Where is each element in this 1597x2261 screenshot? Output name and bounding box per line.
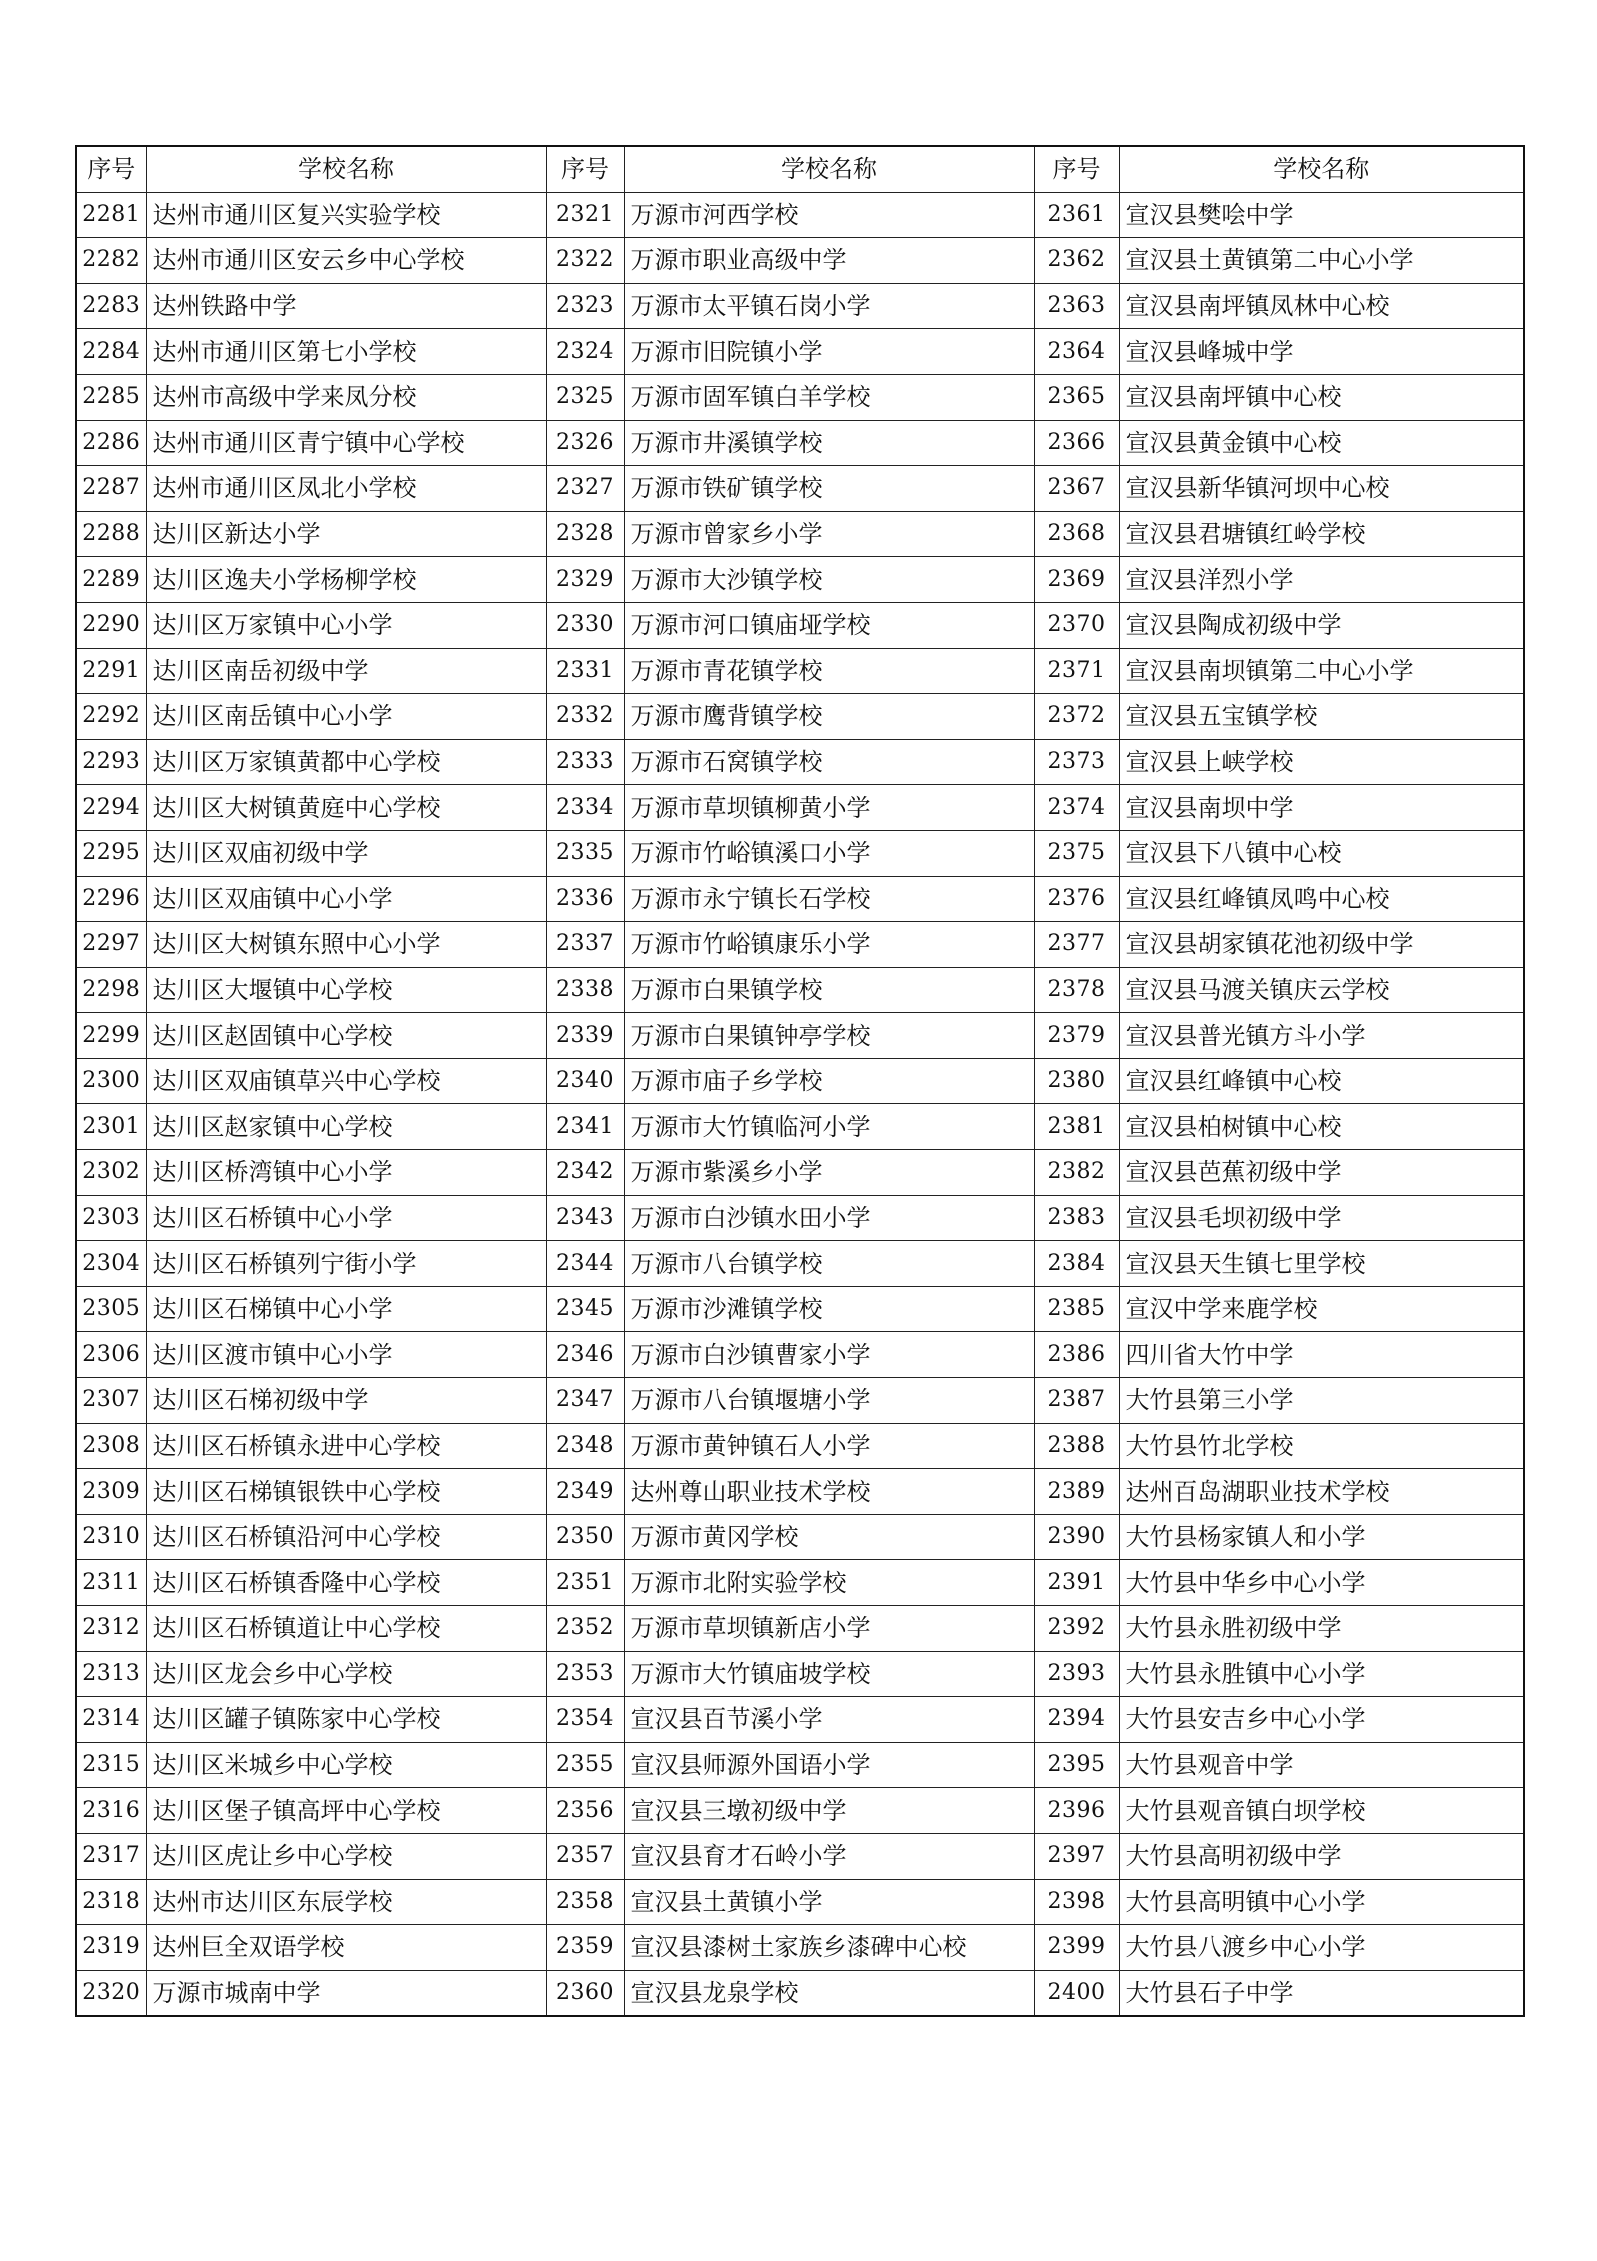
serial-number-cell: 2286 <box>76 420 146 466</box>
school-name-cell: 万源市青花镇学校 <box>624 648 1034 694</box>
school-name-cell: 万源市八台镇堰塘小学 <box>624 1378 1034 1424</box>
serial-number-cell: 2342 <box>546 1150 624 1196</box>
serial-number-cell: 2337 <box>546 922 624 968</box>
school-name-cell: 宣汉县南坝镇第二中心小学 <box>1119 648 1524 694</box>
school-name-cell: 大竹县竹北学校 <box>1119 1423 1524 1469</box>
table-row <box>76 511 1524 557</box>
school-name-cell: 达川区石梯初级中学 <box>146 1378 546 1424</box>
school-name-cell: 达州市通川区青宁镇中心学校 <box>146 420 546 466</box>
serial-number-cell: 2281 <box>76 192 146 238</box>
header-school-name: 学校名称 <box>624 146 1034 192</box>
school-name-cell: 宣汉县南坝中学 <box>1119 785 1524 831</box>
school-name-cell: 达川区桥湾镇中心小学 <box>146 1150 546 1196</box>
serial-number-cell: 2289 <box>76 557 146 603</box>
serial-number-cell: 2326 <box>546 420 624 466</box>
school-name-cell: 万源市沙滩镇学校 <box>624 1286 1034 1332</box>
table-row <box>76 420 1524 466</box>
serial-number-cell: 2339 <box>546 1013 624 1059</box>
school-name-cell: 达川区南岳初级中学 <box>146 648 546 694</box>
serial-number-cell: 2327 <box>546 466 624 512</box>
school-name-cell: 万源市草坝镇柳黄小学 <box>624 785 1034 831</box>
school-name-cell: 达州市通川区第七小学校 <box>146 329 546 375</box>
school-name-cell: 大竹县观音中学 <box>1119 1742 1524 1788</box>
school-name-cell: 宣汉县土黄镇小学 <box>624 1879 1034 1925</box>
school-name-cell: 宣汉县师源外国语小学 <box>624 1742 1034 1788</box>
school-name-cell: 达州市通川区凤北小学校 <box>146 466 546 512</box>
serial-number-cell: 2310 <box>76 1514 146 1560</box>
school-name-cell: 宣汉县土黄镇第二中心小学 <box>1119 238 1524 284</box>
school-name-cell: 大竹县永胜初级中学 <box>1119 1606 1524 1652</box>
table-row <box>76 876 1524 922</box>
school-name-cell: 万源市鹰背镇学校 <box>624 694 1034 740</box>
serial-number-cell: 2324 <box>546 329 624 375</box>
school-name-cell: 宣汉县黄金镇中心校 <box>1119 420 1524 466</box>
school-name-cell: 万源市固军镇白羊学校 <box>624 374 1034 420</box>
school-name-cell: 宣汉县马渡关镇庆云学校 <box>1119 967 1524 1013</box>
school-name-cell: 达州百岛湖职业技术学校 <box>1119 1469 1524 1515</box>
table-row <box>76 922 1524 968</box>
school-name-cell: 达川区万家镇黄都中心学校 <box>146 739 546 785</box>
serial-number-cell: 2341 <box>546 1104 624 1150</box>
serial-number-cell: 2365 <box>1034 374 1119 420</box>
school-name-cell: 宣汉县陶成初级中学 <box>1119 602 1524 648</box>
serial-number-cell: 2361 <box>1034 192 1119 238</box>
serial-number-cell: 2305 <box>76 1286 146 1332</box>
school-name-cell: 达川区石梯镇银铁中心学校 <box>146 1469 546 1515</box>
serial-number-cell: 2332 <box>546 694 624 740</box>
school-name-cell: 达川区双庙镇草兴中心学校 <box>146 1058 546 1104</box>
school-name-cell: 宣汉县红峰镇凤鸣中心校 <box>1119 876 1524 922</box>
table-row <box>76 1833 1524 1879</box>
serial-number-cell: 2384 <box>1034 1241 1119 1287</box>
serial-number-cell: 2383 <box>1034 1195 1119 1241</box>
school-name-cell: 大竹县八渡乡中心小学 <box>1119 1925 1524 1971</box>
school-name-cell: 万源市紫溪乡小学 <box>624 1150 1034 1196</box>
school-name-cell: 大竹县杨家镇人和小学 <box>1119 1514 1524 1560</box>
school-name-cell: 达川区双庙镇中心小学 <box>146 876 546 922</box>
serial-number-cell: 2349 <box>546 1469 624 1515</box>
table-header-row <box>76 146 1524 192</box>
serial-number-cell: 2304 <box>76 1241 146 1287</box>
school-name-cell: 达川区石桥镇香隆中心学校 <box>146 1560 546 1606</box>
school-name-cell: 大竹县第三小学 <box>1119 1378 1524 1424</box>
school-name-cell: 万源市竹峪镇康乐小学 <box>624 922 1034 968</box>
serial-number-cell: 2389 <box>1034 1469 1119 1515</box>
school-name-cell: 宣汉县君塘镇红岭学校 <box>1119 511 1524 557</box>
school-name-cell: 四川省大竹中学 <box>1119 1332 1524 1378</box>
serial-number-cell: 2385 <box>1034 1286 1119 1332</box>
serial-number-cell: 2288 <box>76 511 146 557</box>
school-name-cell: 宣汉县百节溪小学 <box>624 1697 1034 1743</box>
serial-number-cell: 2294 <box>76 785 146 831</box>
serial-number-cell: 2321 <box>546 192 624 238</box>
serial-number-cell: 2301 <box>76 1104 146 1150</box>
school-name-cell: 大竹县石子中学 <box>1119 1970 1524 2016</box>
school-name-cell: 万源市职业高级中学 <box>624 238 1034 284</box>
table-row <box>76 374 1524 420</box>
school-name-cell: 宣汉县育才石岭小学 <box>624 1833 1034 1879</box>
serial-number-cell: 2375 <box>1034 830 1119 876</box>
table-row <box>76 1378 1524 1424</box>
table-row <box>76 1058 1524 1104</box>
school-name-cell: 宣汉县柏树镇中心校 <box>1119 1104 1524 1150</box>
school-name-cell: 达川区万家镇中心小学 <box>146 602 546 648</box>
serial-number-cell: 2319 <box>76 1925 146 1971</box>
serial-number-cell: 2391 <box>1034 1560 1119 1606</box>
serial-number-cell: 2330 <box>546 602 624 648</box>
serial-number-cell: 2282 <box>76 238 146 284</box>
serial-number-cell: 2338 <box>546 967 624 1013</box>
table-row <box>76 1104 1524 1150</box>
serial-number-cell: 2353 <box>546 1651 624 1697</box>
table-row <box>76 1560 1524 1606</box>
school-name-cell: 达州铁路中学 <box>146 283 546 329</box>
serial-number-cell: 2303 <box>76 1195 146 1241</box>
serial-number-cell: 2343 <box>546 1195 624 1241</box>
school-name-cell: 宣汉县五宝镇学校 <box>1119 694 1524 740</box>
table-row <box>76 739 1524 785</box>
school-name-cell: 大竹县安吉乡中心小学 <box>1119 1697 1524 1743</box>
serial-number-cell: 2285 <box>76 374 146 420</box>
school-name-cell: 达川区双庙初级中学 <box>146 830 546 876</box>
serial-number-cell: 2351 <box>546 1560 624 1606</box>
serial-number-cell: 2352 <box>546 1606 624 1652</box>
school-name-cell: 宣汉县漆树土家族乡漆碑中心校 <box>624 1925 1034 1971</box>
serial-number-cell: 2394 <box>1034 1697 1119 1743</box>
serial-number-cell: 2292 <box>76 694 146 740</box>
serial-number-cell: 2369 <box>1034 557 1119 603</box>
table-row <box>76 1651 1524 1697</box>
school-name-cell: 宣汉县胡家镇花池初级中学 <box>1119 922 1524 968</box>
school-name-cell: 宣汉县三墩初级中学 <box>624 1788 1034 1834</box>
school-name-cell: 宣汉县下八镇中心校 <box>1119 830 1524 876</box>
school-name-cell: 达川区石桥镇沿河中心学校 <box>146 1514 546 1560</box>
school-name-cell: 万源市石窝镇学校 <box>624 739 1034 785</box>
serial-number-cell: 2399 <box>1034 1925 1119 1971</box>
serial-number-cell: 2386 <box>1034 1332 1119 1378</box>
school-name-cell: 宣汉县天生镇七里学校 <box>1119 1241 1524 1287</box>
table-row <box>76 557 1524 603</box>
serial-number-cell: 2340 <box>546 1058 624 1104</box>
school-name-cell: 宣汉县洋烈小学 <box>1119 557 1524 603</box>
school-name-cell: 达川区大堰镇中心学校 <box>146 967 546 1013</box>
table-row <box>76 1514 1524 1560</box>
header-serial-number: 序号 <box>546 146 624 192</box>
school-name-cell: 达川区米城乡中心学校 <box>146 1742 546 1788</box>
serial-number-cell: 2390 <box>1034 1514 1119 1560</box>
serial-number-cell: 2290 <box>76 602 146 648</box>
serial-number-cell: 2360 <box>546 1970 624 2016</box>
school-name-cell: 万源市曾家乡小学 <box>624 511 1034 557</box>
serial-number-cell: 2348 <box>546 1423 624 1469</box>
serial-number-cell: 2387 <box>1034 1378 1119 1424</box>
serial-number-cell: 2368 <box>1034 511 1119 557</box>
header-school-name: 学校名称 <box>1119 146 1524 192</box>
table-row <box>76 648 1524 694</box>
school-name-cell: 万源市竹峪镇溪口小学 <box>624 830 1034 876</box>
serial-number-cell: 2323 <box>546 283 624 329</box>
serial-number-cell: 2377 <box>1034 922 1119 968</box>
serial-number-cell: 2293 <box>76 739 146 785</box>
table-row <box>76 1697 1524 1743</box>
serial-number-cell: 2376 <box>1034 876 1119 922</box>
serial-number-cell: 2397 <box>1034 1833 1119 1879</box>
serial-number-cell: 2396 <box>1034 1788 1119 1834</box>
table-row <box>76 1195 1524 1241</box>
serial-number-cell: 2363 <box>1034 283 1119 329</box>
school-name-cell: 达川区南岳镇中心小学 <box>146 694 546 740</box>
header-serial-number: 序号 <box>76 146 146 192</box>
table-row <box>76 238 1524 284</box>
school-name-cell: 万源市河口镇庙垭学校 <box>624 602 1034 648</box>
serial-number-cell: 2344 <box>546 1241 624 1287</box>
school-name-cell: 达川区石桥镇道让中心学校 <box>146 1606 546 1652</box>
school-name-cell: 宣汉县红峰镇中心校 <box>1119 1058 1524 1104</box>
table-row <box>76 1013 1524 1059</box>
school-name-cell: 达川区石桥镇列宁街小学 <box>146 1241 546 1287</box>
school-name-cell: 万源市大竹镇临河小学 <box>624 1104 1034 1150</box>
school-name-cell: 万源市八台镇学校 <box>624 1241 1034 1287</box>
table-row <box>76 1879 1524 1925</box>
serial-number-cell: 2335 <box>546 830 624 876</box>
serial-number-cell: 2393 <box>1034 1651 1119 1697</box>
school-name-cell: 达川区堡子镇高坪中心学校 <box>146 1788 546 1834</box>
school-name-cell: 达川区逸夫小学杨柳学校 <box>146 557 546 603</box>
school-name-cell: 大竹县观音镇白坝学校 <box>1119 1788 1524 1834</box>
school-name-cell: 万源市草坝镇新店小学 <box>624 1606 1034 1652</box>
serial-number-cell: 2320 <box>76 1970 146 2016</box>
school-name-cell: 达川区罐子镇陈家中心学校 <box>146 1697 546 1743</box>
serial-number-cell: 2388 <box>1034 1423 1119 1469</box>
table-row <box>76 1150 1524 1196</box>
serial-number-cell: 2300 <box>76 1058 146 1104</box>
school-name-cell: 达川区渡市镇中心小学 <box>146 1332 546 1378</box>
school-name-cell: 达州尊山职业技术学校 <box>624 1469 1034 1515</box>
serial-number-cell: 2291 <box>76 648 146 694</box>
serial-number-cell: 2366 <box>1034 420 1119 466</box>
school-name-cell: 宣汉县新华镇河坝中心校 <box>1119 466 1524 512</box>
serial-number-cell: 2359 <box>546 1925 624 1971</box>
school-name-cell: 宣汉县南坪镇中心校 <box>1119 374 1524 420</box>
school-name-cell: 达川区赵固镇中心学校 <box>146 1013 546 1059</box>
serial-number-cell: 2297 <box>76 922 146 968</box>
serial-number-cell: 2306 <box>76 1332 146 1378</box>
table-row <box>76 785 1524 831</box>
school-name-cell: 宣汉县芭蕉初级中学 <box>1119 1150 1524 1196</box>
school-name-cell: 达州市通川区复兴实验学校 <box>146 192 546 238</box>
school-name-cell: 万源市白果镇学校 <box>624 967 1034 1013</box>
school-name-cell: 宣汉中学来鹿学校 <box>1119 1286 1524 1332</box>
serial-number-cell: 2400 <box>1034 1970 1119 2016</box>
serial-number-cell: 2350 <box>546 1514 624 1560</box>
serial-number-cell: 2345 <box>546 1286 624 1332</box>
school-name-cell: 万源市井溪镇学校 <box>624 420 1034 466</box>
serial-number-cell: 2309 <box>76 1469 146 1515</box>
school-name-cell: 达川区赵家镇中心学校 <box>146 1104 546 1150</box>
school-name-cell: 大竹县高明镇中心小学 <box>1119 1879 1524 1925</box>
school-name-cell: 达州市通川区安云乡中心学校 <box>146 238 546 284</box>
school-name-cell: 达州巨全双语学校 <box>146 1925 546 1971</box>
school-name-cell: 宣汉县南坪镇凤林中心校 <box>1119 283 1524 329</box>
serial-number-cell: 2307 <box>76 1378 146 1424</box>
serial-number-cell: 2378 <box>1034 967 1119 1013</box>
serial-number-cell: 2302 <box>76 1150 146 1196</box>
school-name-cell: 宣汉县龙泉学校 <box>624 1970 1034 2016</box>
school-name-cell: 万源市太平镇石岗小学 <box>624 283 1034 329</box>
school-name-cell: 万源市旧院镇小学 <box>624 329 1034 375</box>
school-name-cell: 万源市北附实验学校 <box>624 1560 1034 1606</box>
serial-number-cell: 2395 <box>1034 1742 1119 1788</box>
table-row <box>76 694 1524 740</box>
school-name-cell: 宣汉县普光镇方斗小学 <box>1119 1013 1524 1059</box>
school-name-cell: 达川区虎让乡中心学校 <box>146 1833 546 1879</box>
table-row <box>76 1742 1524 1788</box>
table-row <box>76 967 1524 1013</box>
table-row <box>76 1286 1524 1332</box>
serial-number-cell: 2295 <box>76 830 146 876</box>
serial-number-cell: 2374 <box>1034 785 1119 831</box>
serial-number-cell: 2322 <box>546 238 624 284</box>
school-name-cell: 万源市黄冈学校 <box>624 1514 1034 1560</box>
serial-number-cell: 2346 <box>546 1332 624 1378</box>
school-name-cell: 达川区大树镇黄庭中心学校 <box>146 785 546 831</box>
table-row <box>76 192 1524 238</box>
serial-number-cell: 2318 <box>76 1879 146 1925</box>
serial-number-cell: 2331 <box>546 648 624 694</box>
serial-number-cell: 2355 <box>546 1742 624 1788</box>
school-name-cell: 万源市河西学校 <box>624 192 1034 238</box>
serial-number-cell: 2333 <box>546 739 624 785</box>
serial-number-cell: 2328 <box>546 511 624 557</box>
serial-number-cell: 2311 <box>76 1560 146 1606</box>
table-row <box>76 1332 1524 1378</box>
school-name-cell: 宣汉县毛坝初级中学 <box>1119 1195 1524 1241</box>
school-name-cell: 达州市高级中学来凤分校 <box>146 374 546 420</box>
table-row <box>76 466 1524 512</box>
school-name-cell: 达川区石桥镇永进中心学校 <box>146 1423 546 1469</box>
table-row <box>76 830 1524 876</box>
serial-number-cell: 2372 <box>1034 694 1119 740</box>
school-name-cell: 万源市铁矿镇学校 <box>624 466 1034 512</box>
table-row <box>76 1925 1524 1971</box>
table-row <box>76 1970 1524 2016</box>
serial-number-cell: 2299 <box>76 1013 146 1059</box>
serial-number-cell: 2298 <box>76 967 146 1013</box>
serial-number-cell: 2398 <box>1034 1879 1119 1925</box>
serial-number-cell: 2382 <box>1034 1150 1119 1196</box>
school-name-cell: 达州市达川区东辰学校 <box>146 1879 546 1925</box>
serial-number-cell: 2308 <box>76 1423 146 1469</box>
table-row <box>76 1423 1524 1469</box>
serial-number-cell: 2371 <box>1034 648 1119 694</box>
school-name-cell: 万源市白果镇钟亭学校 <box>624 1013 1034 1059</box>
school-name-cell: 万源市大竹镇庙坡学校 <box>624 1651 1034 1697</box>
school-name-cell: 万源市庙子乡学校 <box>624 1058 1034 1104</box>
serial-number-cell: 2314 <box>76 1697 146 1743</box>
serial-number-cell: 2356 <box>546 1788 624 1834</box>
serial-number-cell: 2373 <box>1034 739 1119 785</box>
serial-number-cell: 2325 <box>546 374 624 420</box>
serial-number-cell: 2358 <box>546 1879 624 1925</box>
serial-number-cell: 2364 <box>1034 329 1119 375</box>
serial-number-cell: 2329 <box>546 557 624 603</box>
serial-number-cell: 2362 <box>1034 238 1119 284</box>
school-name-cell: 大竹县永胜镇中心小学 <box>1119 1651 1524 1697</box>
serial-number-cell: 2334 <box>546 785 624 831</box>
school-name-cell: 达川区大树镇东照中心小学 <box>146 922 546 968</box>
serial-number-cell: 2313 <box>76 1651 146 1697</box>
school-name-cell: 达川区龙会乡中心学校 <box>146 1651 546 1697</box>
school-name-cell: 万源市白沙镇曹家小学 <box>624 1332 1034 1378</box>
serial-number-cell: 2379 <box>1034 1013 1119 1059</box>
school-name-cell: 宣汉县上峡学校 <box>1119 739 1524 785</box>
serial-number-cell: 2347 <box>546 1378 624 1424</box>
school-name-cell: 万源市大沙镇学校 <box>624 557 1034 603</box>
serial-number-cell: 2357 <box>546 1833 624 1879</box>
school-name-cell: 万源市白沙镇水田小学 <box>624 1195 1034 1241</box>
serial-number-cell: 2336 <box>546 876 624 922</box>
table-row <box>76 283 1524 329</box>
serial-number-cell: 2354 <box>546 1697 624 1743</box>
school-name-cell: 达川区石桥镇中心小学 <box>146 1195 546 1241</box>
serial-number-cell: 2367 <box>1034 466 1119 512</box>
serial-number-cell: 2381 <box>1034 1104 1119 1150</box>
table-row <box>76 1788 1524 1834</box>
serial-number-cell: 2287 <box>76 466 146 512</box>
serial-number-cell: 2316 <box>76 1788 146 1834</box>
serial-number-cell: 2296 <box>76 876 146 922</box>
school-name-cell: 大竹县中华乡中心小学 <box>1119 1560 1524 1606</box>
serial-number-cell: 2370 <box>1034 602 1119 648</box>
school-name-cell: 达川区石梯镇中心小学 <box>146 1286 546 1332</box>
school-name-cell: 达川区新达小学 <box>146 511 546 557</box>
school-list-table <box>75 145 1525 2017</box>
serial-number-cell: 2284 <box>76 329 146 375</box>
table-row <box>76 329 1524 375</box>
table-row <box>76 602 1524 648</box>
table-body <box>76 192 1524 2016</box>
school-name-cell: 万源市永宁镇长石学校 <box>624 876 1034 922</box>
school-name-cell: 大竹县高明初级中学 <box>1119 1833 1524 1879</box>
table-row <box>76 1606 1524 1652</box>
serial-number-cell: 2283 <box>76 283 146 329</box>
serial-number-cell: 2312 <box>76 1606 146 1652</box>
table-row <box>76 1241 1524 1287</box>
school-name-cell: 万源市城南中学 <box>146 1970 546 2016</box>
header-serial-number: 序号 <box>1034 146 1119 192</box>
serial-number-cell: 2315 <box>76 1742 146 1788</box>
school-name-cell: 宣汉县峰城中学 <box>1119 329 1524 375</box>
serial-number-cell: 2392 <box>1034 1606 1119 1652</box>
header-school-name: 学校名称 <box>146 146 546 192</box>
table-row <box>76 1469 1524 1515</box>
serial-number-cell: 2317 <box>76 1833 146 1879</box>
school-name-cell: 万源市黄钟镇石人小学 <box>624 1423 1034 1469</box>
serial-number-cell: 2380 <box>1034 1058 1119 1104</box>
school-name-cell: 宣汉县樊哙中学 <box>1119 192 1524 238</box>
